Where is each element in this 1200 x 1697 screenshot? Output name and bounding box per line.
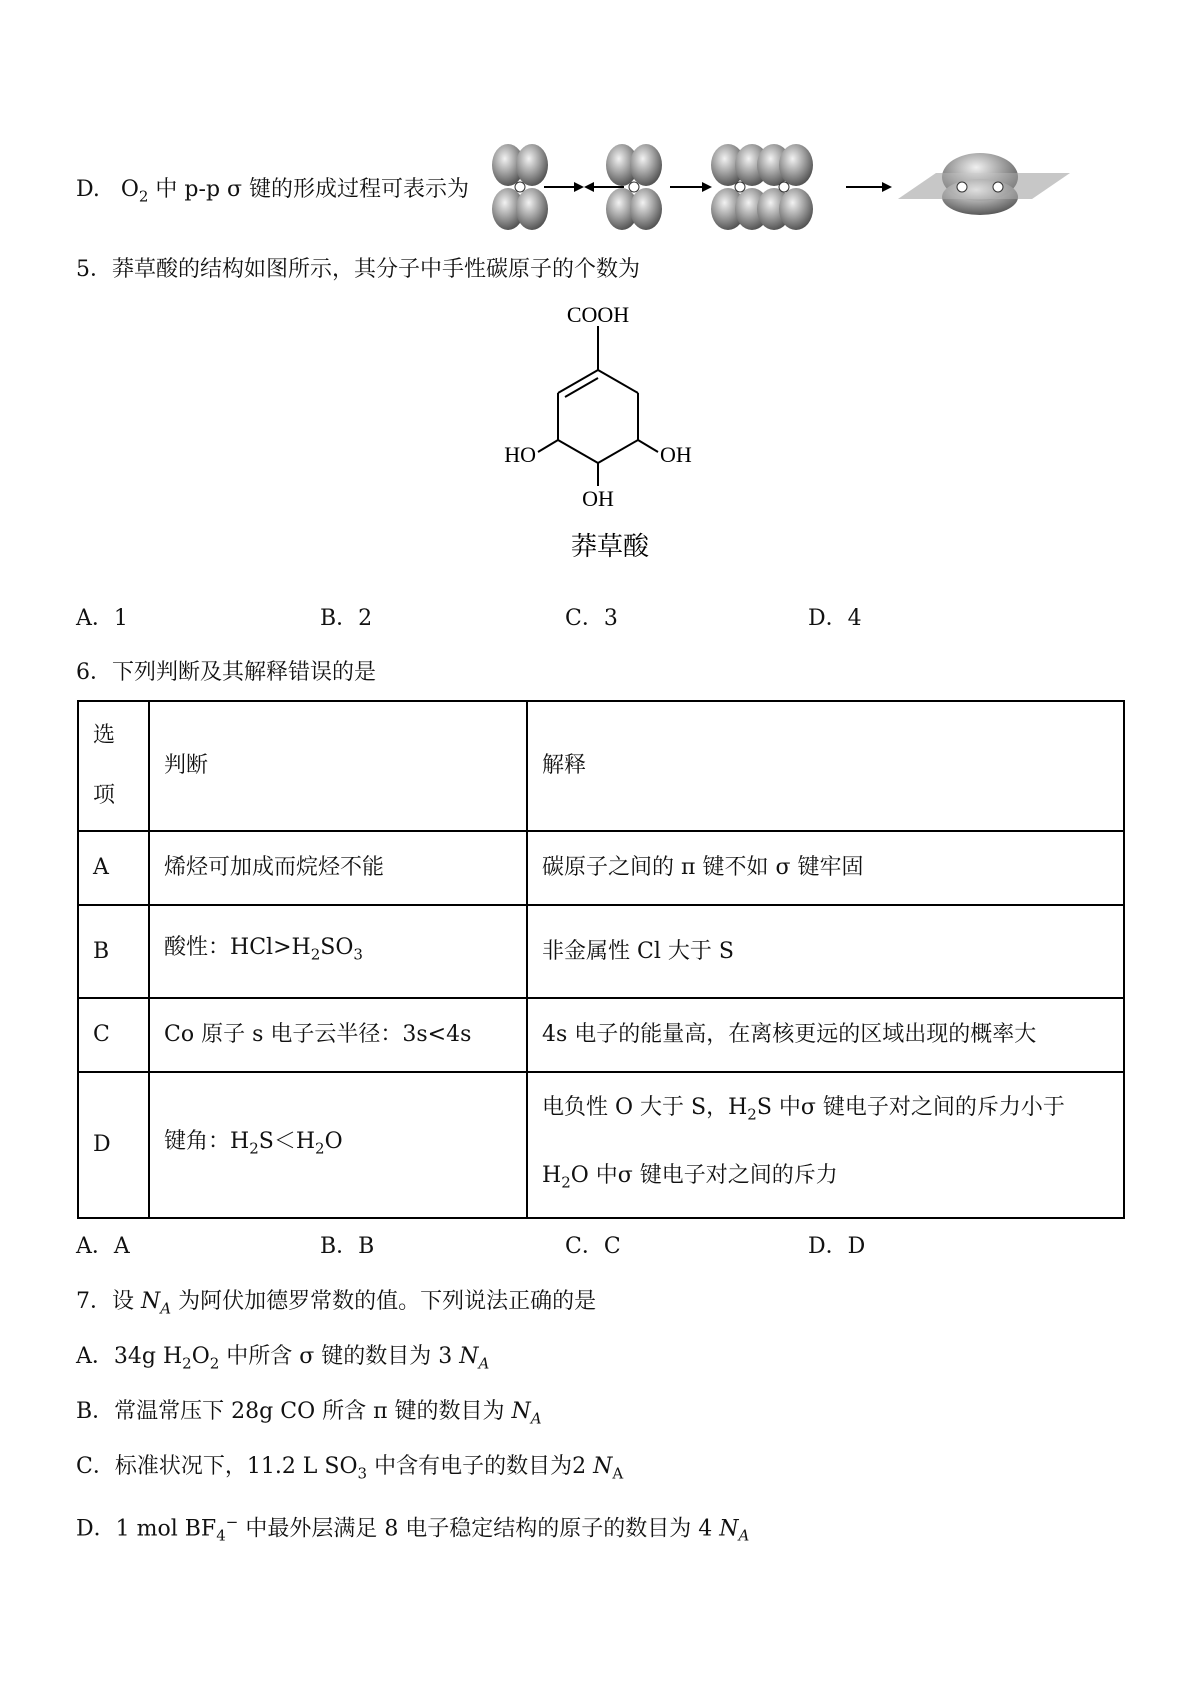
cooh-label: COOH	[566, 302, 630, 327]
row-judgment: Co 原子 s 电子云半径：3s<4s	[149, 998, 527, 1072]
row-explanation: 碳原子之间的 π 键不如 σ 键牢固	[527, 831, 1124, 905]
oh-right-label: OH	[660, 442, 692, 467]
q6-stem: 6．下列判断及其解释错误的是	[76, 660, 376, 685]
table-header-row	[78, 701, 1124, 831]
table-row	[78, 905, 1124, 998]
row-explanation: 4s 电子的能量高，在离核更远的区域出现的概率大	[527, 998, 1124, 1072]
table-row	[78, 998, 1124, 1072]
q6-table	[77, 700, 1125, 1219]
row-judgment: 键角：$H_2S<H_2O$	[149, 1072, 527, 1218]
q5-option-b[interactable]: B．2	[320, 606, 373, 631]
q7-option-b[interactable]: B．常温常压下 28g CO 所含 π 键的数目为 $N_A$	[76, 1399, 542, 1428]
q5-option-a[interactable]: A．1	[76, 606, 128, 631]
q6-option-b[interactable]: B．B	[320, 1234, 375, 1259]
q4-option-d	[76, 175, 469, 211]
arrow-right-icon	[846, 182, 892, 192]
q7-option-c[interactable]: C．标准状况下，11.2 L $SO_3$ 中含有电子的数目为2 $N_A$	[76, 1454, 624, 1483]
header-explanation: 解释	[527, 701, 1124, 831]
structure-caption: 莽草酸	[570, 532, 650, 562]
table-row	[78, 1072, 1124, 1218]
q4-option-d-text: $O_2$ 中 p-p σ 键的形成过程可表示为	[120, 177, 470, 206]
row-option: D	[78, 1072, 149, 1218]
table-row	[78, 831, 1124, 905]
row-option: A	[78, 831, 149, 905]
q5-option-c[interactable]: C．3	[565, 606, 618, 631]
q6-option-c[interactable]: C．C	[565, 1234, 621, 1259]
ho-left-label: HO	[504, 442, 536, 467]
oh-bottom-label: OH	[582, 486, 614, 511]
header-judgment: 判断	[149, 701, 527, 831]
row-option: C	[78, 998, 149, 1072]
q7-stem: 7．设 $N_A$ 为阿伏加德罗常数的值。下列说法正确的是	[76, 1289, 597, 1318]
q4-option-d-prefix: D.	[76, 177, 100, 202]
row-option: B	[78, 905, 149, 998]
sigma-bond-icon	[898, 153, 1070, 215]
row-judgment: 烯烃可加成而烷烃不能	[149, 831, 527, 905]
row-explanation: 电负性 O 大于 S，$H_2S$ 中σ 键电子对之间的斥力小于 $H_2O$ 中σ 键电子对之间的斥力	[527, 1072, 1124, 1218]
q5-option-d[interactable]: D．4	[808, 606, 862, 631]
shikimic-acid-structure	[480, 300, 730, 580]
sigma-bond-formation-diagram	[488, 143, 1073, 231]
row-explanation: 非金属性 Cl 大于 S	[527, 905, 1124, 998]
q7-option-d[interactable]: D．1 mol $BF_4^-$ 中最外层满足 8 电子稳定结构的原子的数目为 4 $N_A$	[76, 1513, 750, 1545]
q6-option-d[interactable]: D．D	[808, 1234, 866, 1259]
q5-stem: 5．莽草酸的结构如图所示，其分子中手性碳原子的个数为	[76, 257, 640, 282]
overlapping-orbitals-icon	[711, 144, 813, 230]
q7-option-a[interactable]: A．34g $H_2O_2$ 中所含 σ 键的数目为 3 $N_A$	[76, 1344, 490, 1373]
header-option: 选 项	[78, 701, 149, 831]
arrow-right-icon	[670, 182, 712, 192]
q6-option-a[interactable]: A．A	[76, 1234, 130, 1259]
p-orbital-left-icon	[492, 144, 548, 230]
row-judgment: 酸性：$HCl>H_2SO_3$	[149, 905, 527, 998]
arrow-right-icon	[544, 182, 584, 192]
